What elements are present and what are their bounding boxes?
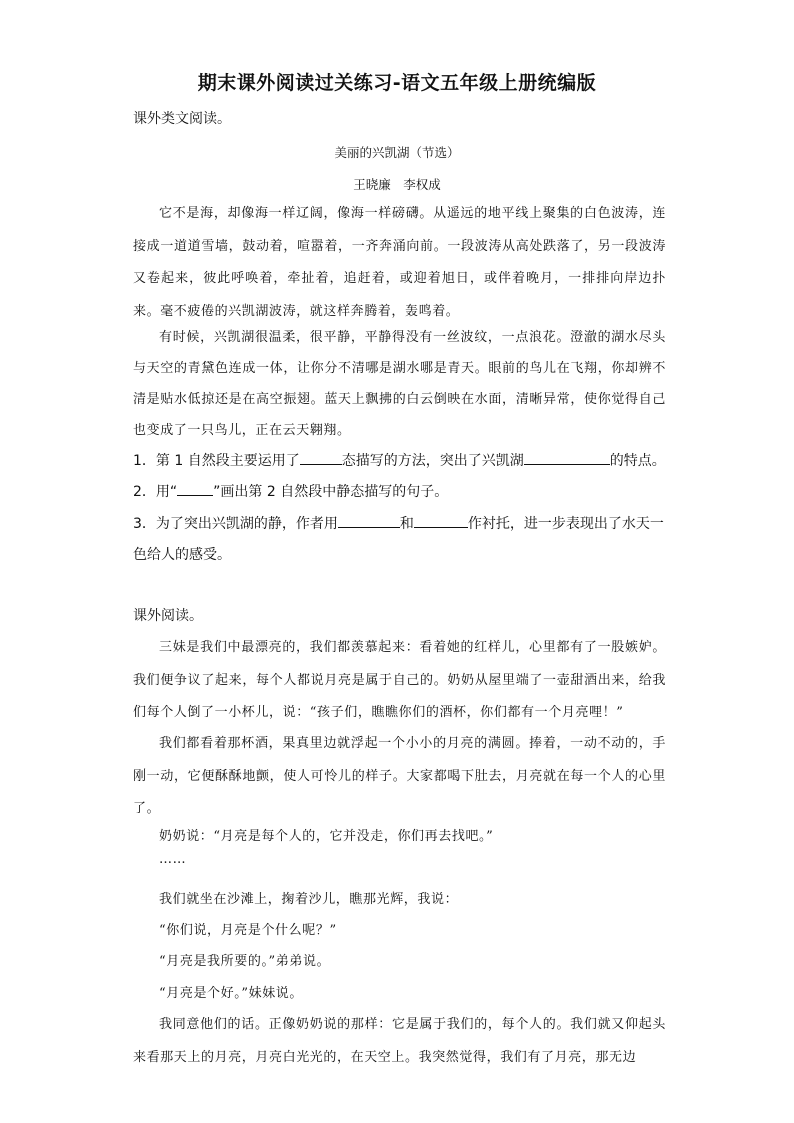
page-title: 期末课外阅读过关练习-语文五年级上册统编版: [197, 72, 597, 94]
article-title: 美丽的兴凯湖（节选）: [334, 145, 460, 160]
question-1-part-b: 态描写的方法，突出了兴凯湖: [341, 453, 524, 469]
article-authors: 王晓廉 李权成: [353, 177, 441, 192]
answer-blank[interactable]: [414, 512, 468, 528]
answer-blank[interactable]: [300, 449, 342, 465]
answer-blank[interactable]: [338, 512, 400, 528]
question-2-part-a: 2．用“: [133, 484, 178, 500]
question-1-part-c: 的特点。: [609, 453, 666, 469]
reading-paragraph-1: 三妹是我们中最漂亮的，我们都羡慕起来：看着她的红样儿，心里都有了一股嫉妒。我们便争议了起来，每个人都说月亮是属于自己的。奶奶从屋里端了一壶甜酒出来，给我们每个人倒了一小杯儿，说：“孩子们，瞧瞧你们的酒杯，你们都有一个月亮哩！”: [133, 640, 666, 720]
question-2: [133, 477, 673, 508]
question-3: [133, 509, 673, 571]
article-paragraph-2: 有时候，兴凯湖很温柔，很平静，平静得没有一丝波纹，一点浪花。澄澈的湖水尽头与天空的青黛色连成一体，让你分不清哪是湖水哪是青天。眼前的鸟儿在飞翔，你却辨不清是贴水低掠还是在高空振翅。蓝天上飘拂的白云倒映在水面，清晰异常，使你觉得自己也变成了一只鸟儿，正在云天翱翔。: [133, 330, 666, 438]
reading-ellipsis: ……: [159, 852, 187, 867]
question-3-part-a: 3．为了突出兴凯湖的静，作者用: [133, 516, 338, 532]
answer-blank[interactable]: [177, 480, 213, 496]
reading-paragraph-2: 我们都看着那杯酒，果真里边就浮起一个小小的月亮的满圆。捧着，一动不动的，手刚一动，它便酥酥地颤，使人可怜儿的样子。大家都喝下肚去，月亮就在每一个人的心里了。: [133, 736, 666, 816]
article-paragraph-1: 它不是海，却像海一样辽阔，像海一样磅礴。从遥远的地平线上聚集的白色波涛，连接成一道道雪墙，鼓动着，喧嚣着，一齐奔涌向前。一段波涛从高处跌落了，另一段波涛又卷起来，彼此呼唤着，牵扯着，追赶着，或迎着旭日，或伴着晚月，一排排向岸边扑来。毫不疲倦的兴凯湖波涛，就这样奔腾着，轰鸣着。: [133, 206, 666, 319]
reading-line-grandma: 奶奶说：“月亮是每个人的，它并没走，你们再去找吧。”: [159, 829, 494, 844]
section-1-label: 课外类文阅读。: [133, 111, 231, 127]
section-2-label: 课外阅读。: [133, 608, 203, 624]
answer-blank[interactable]: [524, 449, 610, 465]
question-2-part-b: ”画出第 2 自然段中静态描写的句子。: [213, 484, 449, 500]
reading-line-sand: 我们就坐在沙滩上，掬着沙儿，瞧那光辉，我说：: [159, 892, 459, 907]
reading-line-question: “你们说，月亮是个什么呢？”: [159, 923, 337, 938]
question-3-part-c: 作衬托，进一步表现出了水天一色给人的感受。: [133, 516, 664, 563]
reading-line-sister: “月亮是个好。”妹妹说。: [159, 986, 303, 1001]
question-3-part-b: 和: [399, 516, 414, 532]
reading-paragraph-last: 我同意他们的话。正像奶奶说的那样：它是属于我们的，每个人的。我们就又仰起头来看那天上的月亮，月亮白光光的，在天空上。我突然觉得，我们有了月亮，那无边: [133, 1017, 666, 1065]
reading-line-brother: “月亮是我所要的。”弟弟说。: [159, 954, 331, 969]
question-1: [133, 446, 673, 477]
question-1-part-a: 1．第 1 自然段主要运用了: [133, 453, 300, 469]
